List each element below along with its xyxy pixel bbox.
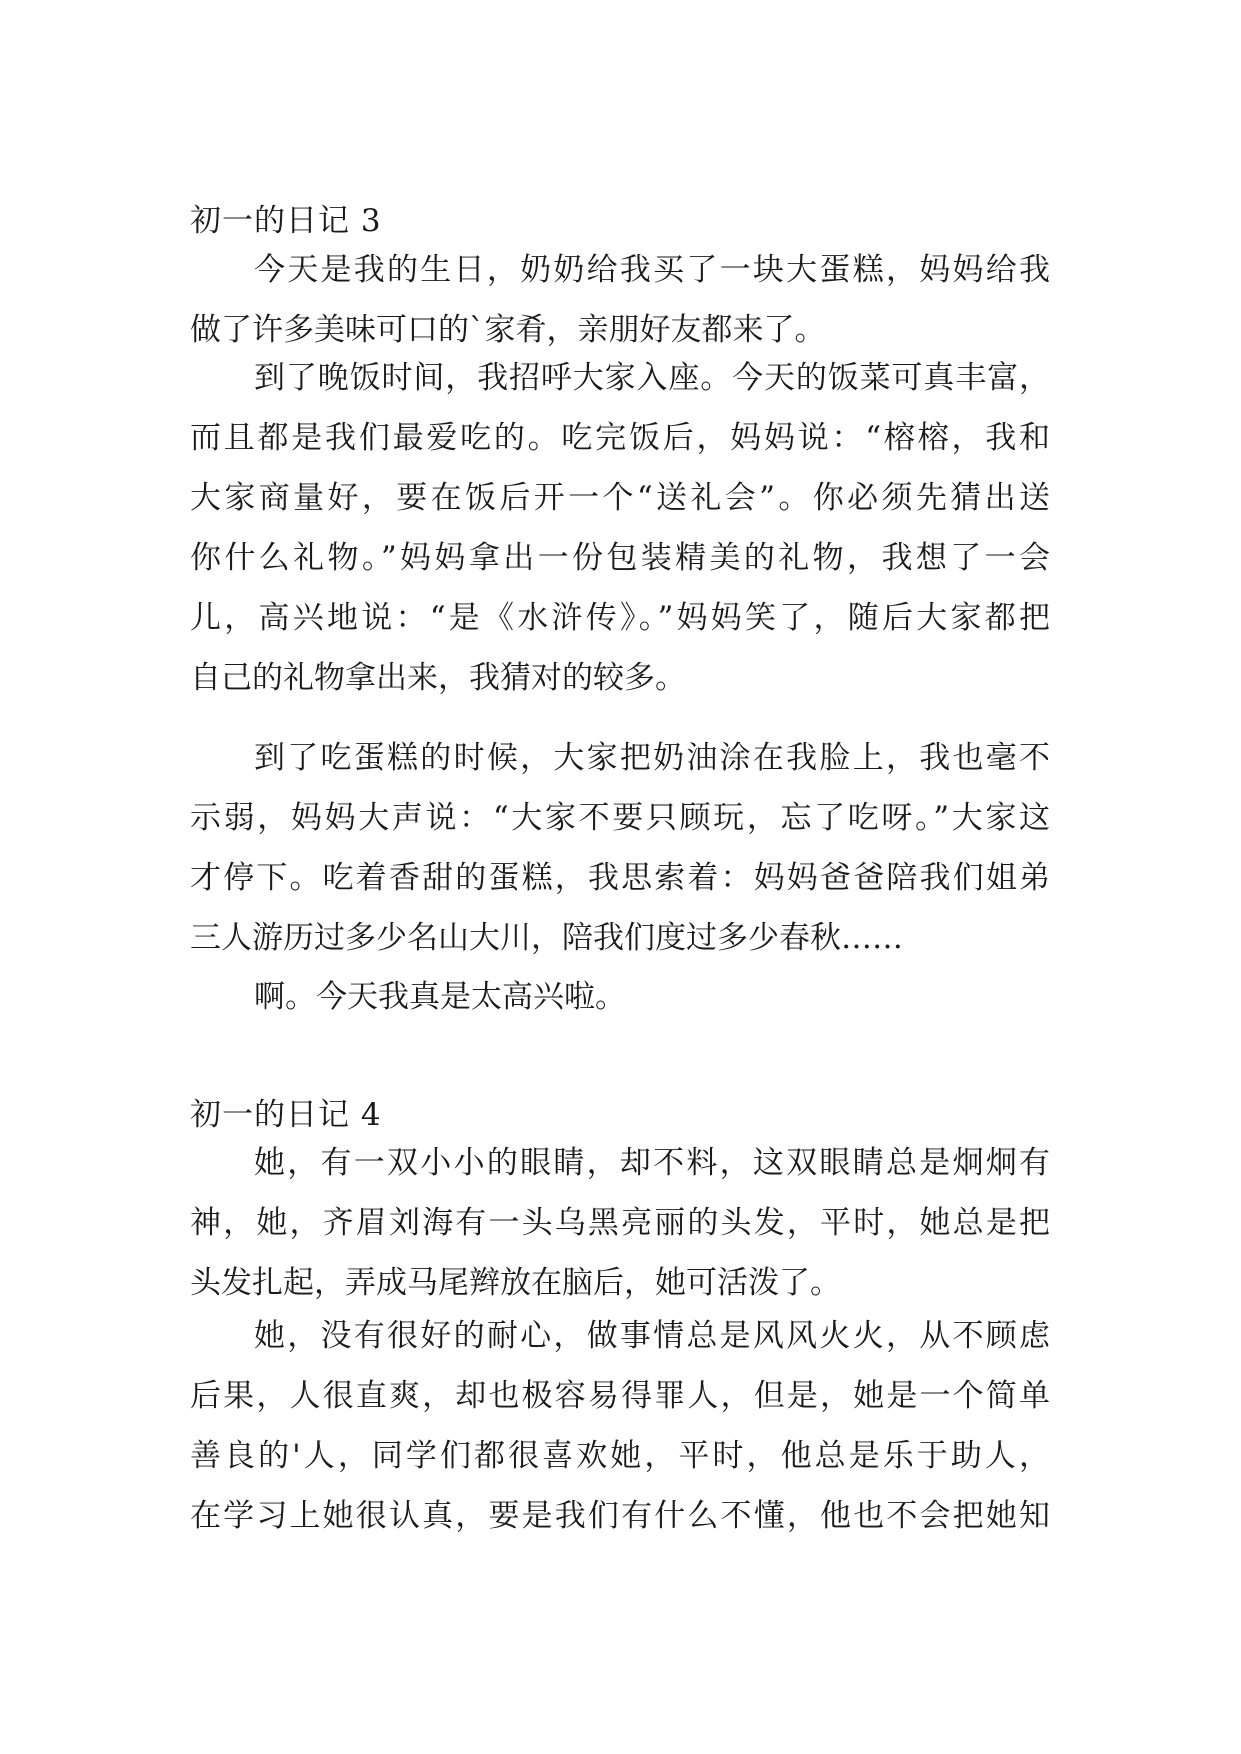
text-line: 她，没有很好的耐心，做事情总是风风火火，从不顾虑: [254, 1318, 1050, 1354]
diary-3-paragraph-1: [190, 240, 1050, 360]
text-line: 啊。今天我真是太高兴啦。: [254, 979, 626, 1015]
text-line: 善良的'人，同学们都很喜欢她，平时，他总是乐于助人，: [190, 1438, 1050, 1474]
diary-4-paragraph-1: [190, 1133, 1050, 1313]
diary-4-paragraph-2: [190, 1306, 1050, 1546]
text-line: 后果，人很直爽，却也极容易得罪人，但是，她是一个简单: [190, 1378, 1050, 1414]
diary-4-title: 初一的日记 4: [190, 1097, 382, 1133]
text-line: 才停下。吃着香甜的蛋糕，我思索着：妈妈爸爸陪我们姐弟: [190, 860, 1050, 896]
text-line: 在学习上她很认真，要是我们有什么不懂，他也不会把她知: [190, 1498, 1050, 1534]
text-line: 到了吃蛋糕的时候，大家把奶油涂在我脸上，我也毫不: [254, 740, 1050, 776]
diary-3-paragraph-4: [190, 967, 1050, 1027]
text-line: 今天是我的生日，奶奶给我买了一块大蛋糕，妈妈给我: [254, 252, 1050, 288]
text-line: 她，有一双小小的眼睛，却不料，这双眼睛总是炯炯有: [254, 1145, 1050, 1181]
text-line: 大家商量好，要在饭后开一个“送礼会”。你必须先猜出送: [190, 480, 1050, 516]
text-line: 神，她，齐眉刘海有一头乌黑亮丽的头发，平时，她总是把: [190, 1205, 1050, 1241]
diary-3-paragraph-3: [190, 728, 1050, 968]
text-line: 你什么礼物。”妈妈拿出一份包装精美的礼物，我想了一会: [190, 540, 1050, 576]
diary-3-title: 初一的日记 3: [190, 203, 382, 239]
text-line: 示弱，妈妈大声说：“大家不要只顾玩，忘了吃呀。”大家这: [190, 800, 1050, 836]
text-line: 头发扎起，弄成马尾辫放在脑后，她可活泼了。: [190, 1265, 841, 1301]
text-line: 到了晚饭时间，我招呼大家入座。今天的饭菜可真丰富，: [254, 360, 1050, 396]
text-line: 三人游历过多少名山大川，陪我们度过多少春秋……: [190, 920, 903, 956]
text-line: 儿，高兴地说：“是《水浒传》。”妈妈笑了，随后大家都把: [190, 600, 1050, 636]
text-line: 做了许多美味可口的`家肴，亲朋好友都来了。: [190, 312, 826, 348]
text-line: 自己的礼物拿出来，我猜对的较多。: [190, 660, 686, 696]
text-line: 而且都是我们最爱吃的。吃完饭后，妈妈说：“榕榕，我和: [190, 420, 1050, 456]
diary-3-paragraph-2: [190, 348, 1050, 708]
